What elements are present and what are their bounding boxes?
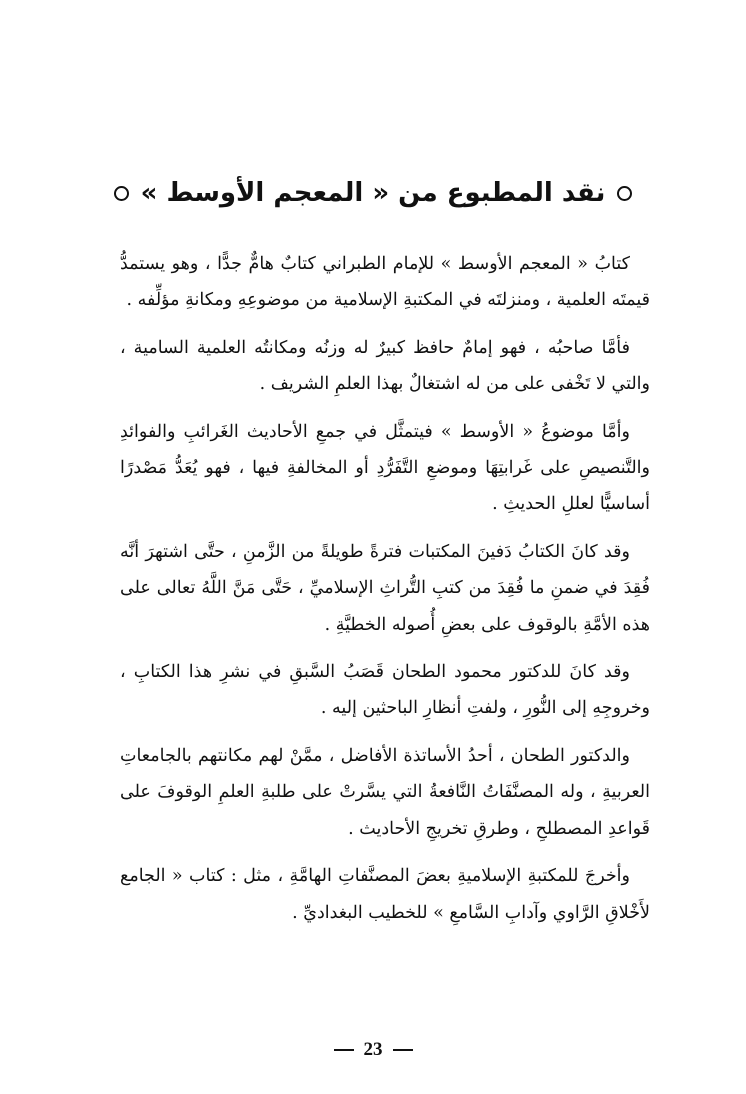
paragraph-2: فأمَّا صاحبُه ، فهو إمامٌ حافظ كبيرٌ له وزنُه ومكانتُه العلمية السامية ، والتي لا تَخْفى على من له اشتغالٌ بهذا العلمِ الشريف . <box>120 337 650 395</box>
paragraph-5: وقد كانَ للدكتور محمود الطحان قَصَبُ السَّبقِ في نشرِ هذا الكتابِ ، وخروجِهِ إلى النُّورِ ، ولفتِ أنظارِ الباحثين إليه . <box>120 662 650 719</box>
section-heading <box>0 168 746 218</box>
body-text <box>120 246 650 942</box>
circle-ornament-right <box>617 186 632 201</box>
page-footer <box>0 1038 746 1062</box>
dash-right <box>393 1049 413 1051</box>
section-title: نقد المطبوع من « المعجم الأوسط » <box>140 178 606 208</box>
paragraph-7: وأخرجَ للمكتبةِ الإسلاميةِ بعضَ المصنَّفاتِ الهامَّةِ ، مثل : كتاب « الجامع لأَخْلاقِ الرَّاوي وآدابِ السَّامعِ » للخطيب البغداديِّ . <box>120 866 650 923</box>
paragraph-1: كتابُ « المعجم الأوسط » للإمام الطبراني كتابٌ هامٌّ جدًّا ، وهو يستمدُّ قيمتَه العلمية ، ومنزلتَه في المكتبةِ الإسلامية من موضوعِهِ ومكانةِ مؤلِّفه . <box>120 254 650 311</box>
paragraph-4: وقد كانَ الكتابُ دَفينَ المكتبات فترةً طويلةً من الزَّمنِ ، حتَّى اشتهرَ أنَّه فُقِدَ في ضمنِ ما فُقِدَ من كتبِ التُّراثِ الإسلاميِّ ، حَتَّى مَنَّ اللَّهُ تعالى على هذه الأمَّةِ بالوقوف على بعضِ أُصوله الخطيَّةِ . <box>120 541 650 635</box>
paragraph-6: والدكتور الطحان ، أحدُ الأساتذة الأفاضل ، ممَّنْ لهم مكانتهم بالجامعاتِ العربيةِ ، وله المصنَّفَاتُ النَّافعةُ التي يسَّرتْ على طلبةِ العلمِ الوقوفَ على قَواعدِ المصطلحِ ، وطرقِ تخريجِ الأحاديث . <box>120 745 650 839</box>
dash-left <box>334 1049 354 1051</box>
circle-ornament-left <box>114 186 129 201</box>
page-number: 23 <box>363 1039 383 1060</box>
paragraph-3: وأمَّا موضوعُ « الأوسط » فيتمثَّل في جمعِ الأحاديث الغَرائبِ والفوائدِ والتَّنصيصِ على غَرابتِهَا وموضعِ التَّفَرُّدِ أو المخالفةِ فيها ، فهو يُعَدُّ مَصْدرًا أساسيًّا لعللِ الحديثِ . <box>120 421 650 515</box>
